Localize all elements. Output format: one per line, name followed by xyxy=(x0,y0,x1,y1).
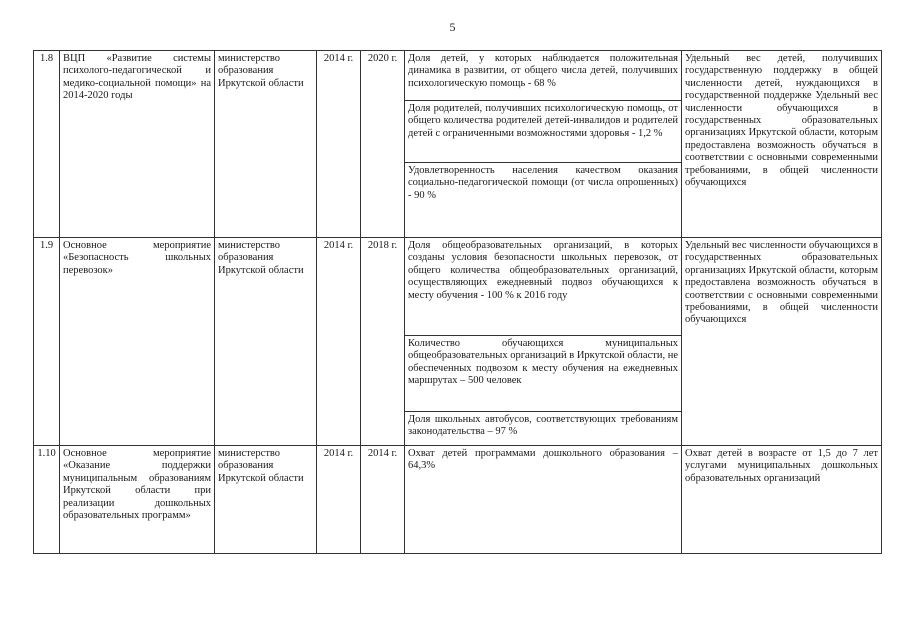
indicator-cell: Доля родителей, получивших психологическую помощь, от общего количества родителей детей-инвалидов и родителей детей с ограниченными возможностями здоровья - 1,2 % xyxy=(405,101,682,163)
indicator-cell: Доля детей, у которых наблюдается положительная динамика в развитии, от общего числа детей, получивших психологическую помощь - 68 % xyxy=(405,51,682,101)
end-year: 2014 г. xyxy=(361,446,405,554)
responsible-org: министерство образования Иркутской области xyxy=(215,51,317,238)
indicator-cell: Удовлетворенность населения качеством оказания социально-педагогической помощи (от числа опрошенных) - 90 % xyxy=(405,163,682,238)
row-number: 1.9 xyxy=(34,238,60,446)
end-year: 2020 г. xyxy=(361,51,405,238)
start-year: 2014 г. xyxy=(317,446,361,554)
responsible-org: министерство образования Иркутской области xyxy=(215,238,317,446)
measure-name: Основное мероприятие «Оказание поддержки муниципальным образованиям Иркутской области при реализации дошкольных образовательных программ» xyxy=(60,446,215,554)
table-row xyxy=(34,51,882,101)
program-table xyxy=(33,50,882,554)
indicator-cell: Доля школьных автобусов, соответствующих требованиям законодательства – 97 % xyxy=(405,412,682,446)
table-row xyxy=(34,446,882,554)
row-number: 1.8 xyxy=(34,51,60,238)
end-year: 2018 г. xyxy=(361,238,405,446)
indicator-cell: Доля общеобразовательных организаций, в которых созданы условия безопасности школьных перевозок, от общего количества общеобразовательных организаций, осуществляющих ежедневный подвоз обучающихся к месту обучения - 100 % к 2016 году xyxy=(405,238,682,336)
indicator-cell: Количество обучающихся муниципальных общеобразовательных организаций в Иркутской области, не обеспеченных подвозом к месту обучения на ежедневных маршрутах – 500 человек xyxy=(405,336,682,412)
measure-name: Основное мероприятие «Безопасность школьных перевозок» xyxy=(60,238,215,446)
row-number: 1.10 xyxy=(34,446,60,554)
page-number: 5 xyxy=(449,20,456,34)
responsible-org: министерство образования Иркутской области xyxy=(215,446,317,554)
result-cell: Удельный вес численности обучающихся в государственных образовательных организациях Иркутской области, которым предоставлена возможность обучаться в соответствии с основными современными требованиями, в общей численности обучающихся xyxy=(682,238,882,446)
start-year: 2014 г. xyxy=(317,51,361,238)
result-cell: Охват детей в возрасте от 1,5 до 7 лет услугами муниципальных дошкольных образовательных организаций xyxy=(682,446,882,554)
measure-name: ВЦП «Развитие системы психолого-педагогической и медико-социальной помощи» на 2014-2020 годы xyxy=(60,51,215,238)
result-cell: Удельный вес детей, получивших государственную поддержку в общей численности детей, нуждающихся в государственной поддержке Удельный вес численности обучающихся в государственных образовательных организациях Иркутской области, которым предоставлена возможность обучаться в соответствии с основными современными требованиями, в общей численности обучающихся xyxy=(682,51,882,238)
indicator-cell: Охват детей программами дошкольного образования – 64,3% xyxy=(405,446,682,554)
start-year: 2014 г. xyxy=(317,238,361,446)
table-row xyxy=(34,238,882,336)
